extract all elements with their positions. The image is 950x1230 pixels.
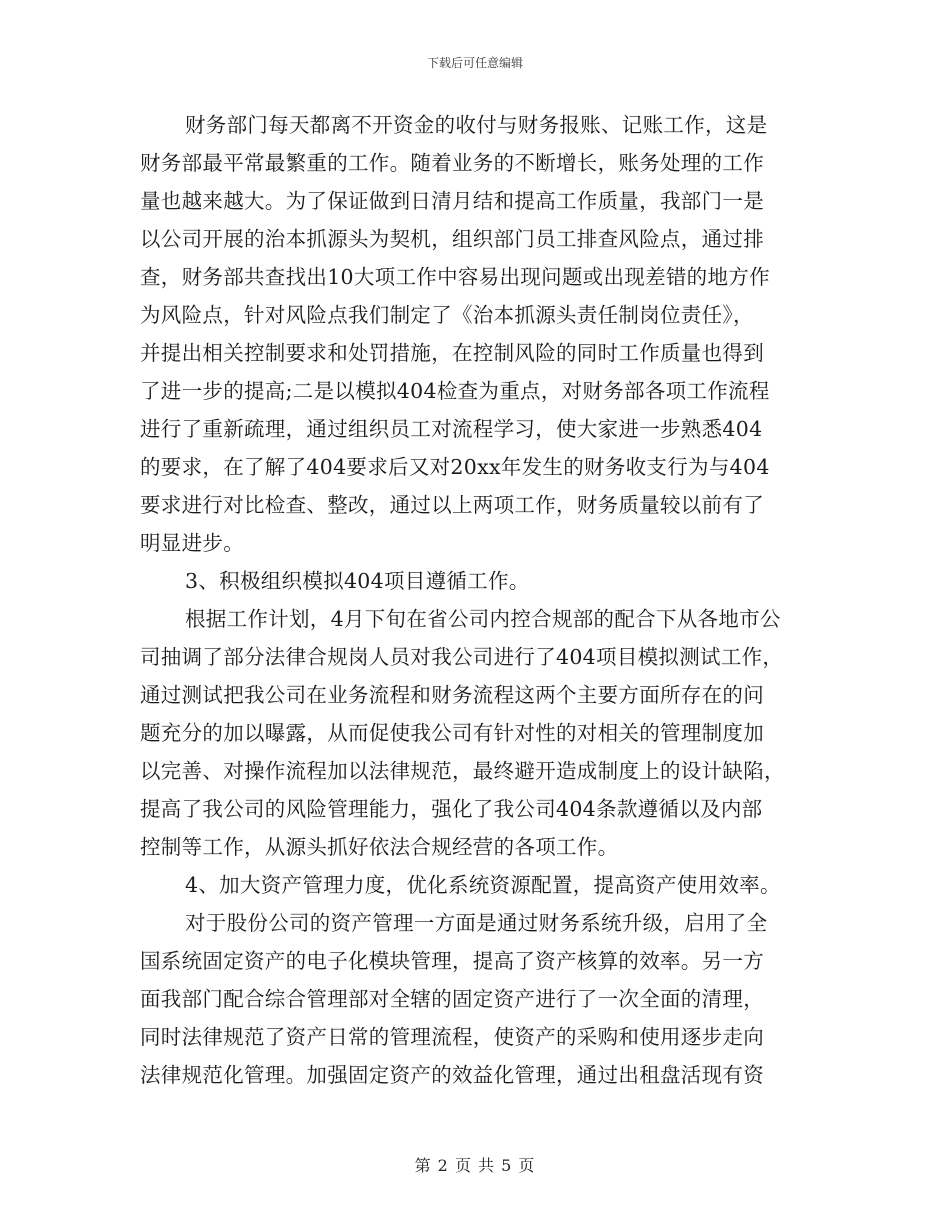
paragraph-line: 进行了重新疏理，通过组织员工对流程学习，使大家进一步熟悉404 — [140, 417, 763, 441]
header-note: 下载后可任意编辑 — [426, 56, 523, 70]
paragraph-line: 提高了我公司的风险管理能力，强化了我公司404条款遵循以及内部 — [140, 797, 763, 821]
paragraph-line: 量也越来越大。为了保证做到日清月结和提高工作质量，我部门一是 — [140, 189, 764, 213]
paragraph-line: 对于股份公司的资产管理一方面是通过财务系统升级，启用了全 — [185, 911, 768, 935]
paragraph-line: 同时法律规范了资产日常的管理流程，使资产的采购和使用逐步走向 — [140, 1025, 764, 1049]
paragraph-line: 的要求，在了解了404要求后又对20xx年发生的财务收支行为与404 — [140, 455, 770, 479]
body-text — [140, 106, 805, 1094]
paragraph-line: 以公司开展的治本抓源头为契机，组织部门员工排查风险点，通过排 — [140, 227, 764, 251]
section-heading: 3、积极组织模拟404项目遵循工作。 — [185, 569, 530, 593]
paragraph-line: 明显进步。 — [140, 531, 244, 555]
paragraph-line: 财务部最平常最繁重的工作。随着业务的不断增长，账务处理的工作 — [140, 151, 764, 175]
paragraph-line: 财务部门每天都离不开资金的收付与财务报账、记账工作，这是 — [185, 113, 768, 137]
paragraph-line: 查，财务部共查找出10大项工作中容易出现问题或出现差错的地方作 — [140, 265, 770, 289]
paragraph-line: 司抽调了部分法律合规岗人员对我公司进行了404项目模拟测试工作， — [140, 645, 784, 669]
paragraph-line: 以完善、对操作流程加以法律规范，最终避开造成制度上的设计缺陷， — [140, 759, 785, 783]
paragraph-line: 要求进行对比检查、整改，通过以上两项工作，财务质量较以前有了 — [140, 493, 764, 517]
paragraph-line: 面我部门配合综合管理部对全辖的固定资产进行了一次全面的清理， — [140, 987, 764, 1011]
paragraph-line: 根据工作计划，4月下旬在省公司内控合规部的配合下从各地市公 — [185, 607, 781, 631]
section-heading: 4、加大资产管理力度，优化系统资源配置，提高资产使用效率。 — [185, 873, 781, 897]
paragraph-line: 题充分的加以曝露，从而促使我公司有针对性的对相关的管理制度加 — [140, 721, 764, 745]
paragraph-line: 控制等工作，从源头抓好依法合规经营的各项工作。 — [140, 835, 619, 859]
paragraph-line: 了进一步的提高;二是以模拟404检查为重点，对财务部各项工作流程 — [140, 379, 770, 403]
paragraph-line: 为风险点，针对风险点我们制定了《治本抓源头责任制岗位责任》， — [140, 303, 754, 327]
paragraph-line: 通过测试把我公司在业务流程和财务流程这两个主要方面所存在的问 — [140, 683, 764, 707]
paragraph-line: 法律规范化管理。加强固定资产的效益化管理，通过出租盘活现有资 — [140, 1063, 764, 1087]
paragraph-line: 国系统固定资产的电子化模块管理，提高了资产核算的效率。另一方 — [140, 949, 764, 973]
paragraph-line: 并提出相关控制要求和处罚措施，在控制风险的同时工作质量也得到 — [140, 341, 764, 365]
page-number-footer: 第 2 页 共 5 页 — [414, 1156, 536, 1175]
